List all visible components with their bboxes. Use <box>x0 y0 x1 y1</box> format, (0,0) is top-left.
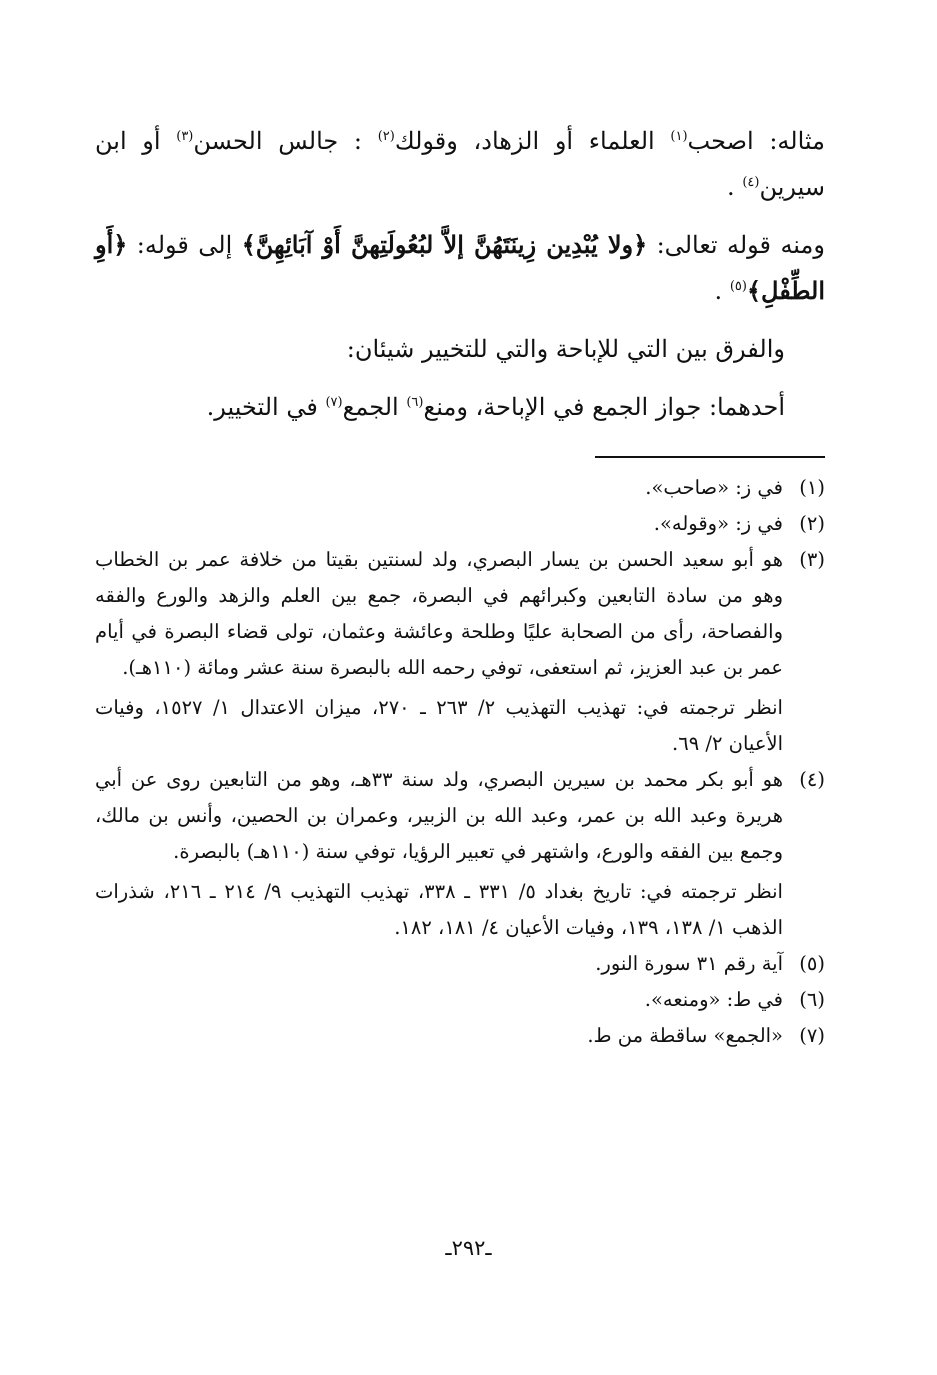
footnote-number: (٥) <box>799 952 825 975</box>
footnote-ref-6: (٦) <box>406 395 424 410</box>
footnote-ref-2: (٢) <box>377 129 395 144</box>
text-run: : جالس الحسن <box>193 127 378 155</box>
footnote-paragraph: هو أبو سعيد الحسن بن يسار البصري، ولد لسنتين بقيتا من خلافة عمر بن الخطاب وهو من سادة التابعين وكبرائهم في البصرة، جمع بين العلم والزهد والورع والفقه والفصاحة، رأى من الصحابة عليًا وطلحة وعائشة وعثمان، تولى قضاء البصرة في أيام عمر بن عبد العزيز، ثم استعفى، توفي رحمه الله بالبصرة سنة عشر ومائة (١١٠هـ). <box>95 548 783 679</box>
text-run: العلماء أو الزهاد، وقولك <box>394 127 671 155</box>
footnote-text <box>95 946 783 982</box>
text-run: ومنه قوله تعالى: <box>647 231 825 259</box>
footnote <box>95 946 825 982</box>
footnote <box>95 982 825 1018</box>
footnote-ref-1: (١) <box>670 129 688 144</box>
paragraph-first-difference <box>95 384 825 430</box>
footnote-paragraph: هو أبو بكر محمد بن سيرين البصري، ولد سنة ٣٣هـ، وهو من التابعين روى عن أبي هريرة وعبد الله بن عمر، وعبد الله بن الزبير، وعمران بن الحصين، وأنس بن مالك، وجمع بين الفقه والورع، واشتهر في تعبير الرؤيا، توفي سنة (١١٠هـ) بالبصرة. <box>95 768 783 863</box>
quran-quote: ﴿ولا يُبْدِين زِينَتَهُنَّ إلاَّ لبُعُولَتِهنَّ أَوْ آبَائِهِنَّ﴾ <box>241 230 648 259</box>
paragraph-difference: والفرق بين التي للإباحة والتي للتخيير شيئان: <box>346 335 785 363</box>
footnote-paragraph: «الجمع» ساقطة من ط. <box>587 1024 783 1047</box>
footnote-paragraph: انظر ترجمته في: تهذيب التهذيب ٢/ ٢٦٣ ـ ٢٧٠، ميزان الاعتدال ١/ ١٥٢٧، وفيات الأعيان ٢/ ٦٩. <box>95 696 783 755</box>
text-run: . <box>714 277 730 305</box>
main-text <box>95 118 825 430</box>
footnote-number: (٦) <box>799 988 825 1011</box>
footnote-paragraph: انظر ترجمته في: تاريخ بغداد ٥/ ٣٣١ ـ ٣٣٨، تهذيب التهذيب ٩/ ٢١٤ ـ ٢١٦، شذرات الذهب ١/ ١٣٨، ١٣٩، وفيات الأعيان ٤/ ١٨١، ١٨٢. <box>95 880 783 939</box>
quran-quote: ﴿أَوِ الطِّفْلِ﴾ <box>95 230 825 305</box>
paragraph-quran-verse <box>95 222 825 314</box>
footnote-ref-3: (٣) <box>176 129 194 144</box>
footnote-paragraph: آية رقم ٣١ سورة النور. <box>595 952 783 975</box>
footnote-text <box>95 506 783 542</box>
footnote-paragraph: في ط: «ومنعه». <box>644 988 783 1011</box>
footnote <box>95 542 825 762</box>
footnote-paragraph: في ز: «صاحب». <box>645 476 783 499</box>
text-run: أو ابن سيرين <box>95 127 825 201</box>
footnotes <box>95 470 825 1054</box>
paragraph-example <box>95 118 825 210</box>
footnote-ref-5: (٥) <box>729 279 747 294</box>
footnote-paragraph: في ز: «وقوله». <box>653 512 783 535</box>
footnote-number: (٤) <box>799 768 825 791</box>
footnote-number: (٢) <box>799 512 825 535</box>
footnote-text <box>95 1018 783 1054</box>
footnote <box>95 762 825 946</box>
text-run: . <box>727 173 743 201</box>
footnote <box>95 1018 825 1054</box>
footnote-text <box>95 542 783 762</box>
footnote-number: (١) <box>799 476 825 499</box>
book-page <box>95 118 825 1054</box>
page-number: ـ٢٩٢ـ <box>445 1236 492 1260</box>
footnote-text <box>95 762 783 946</box>
footnote-text <box>95 982 783 1018</box>
text-run: أحدهما: جواز الجمع في الإباحة، ومنع <box>423 393 785 421</box>
footnote-number: (٣) <box>799 548 825 571</box>
footnote-ref-7: (٧) <box>325 395 343 410</box>
text-run: مثاله: اصحب <box>687 127 826 155</box>
text-run: إلى قوله: <box>127 231 242 259</box>
footnote <box>95 506 825 542</box>
footnote-ref-4: (٤) <box>742 175 760 190</box>
text-run: في التخيير. <box>206 393 326 421</box>
footnote-text <box>95 470 783 506</box>
footnote <box>95 470 825 506</box>
footnote-separator <box>595 456 825 458</box>
text-run: الجمع <box>342 393 407 421</box>
footnote-number: (٧) <box>799 1024 825 1047</box>
